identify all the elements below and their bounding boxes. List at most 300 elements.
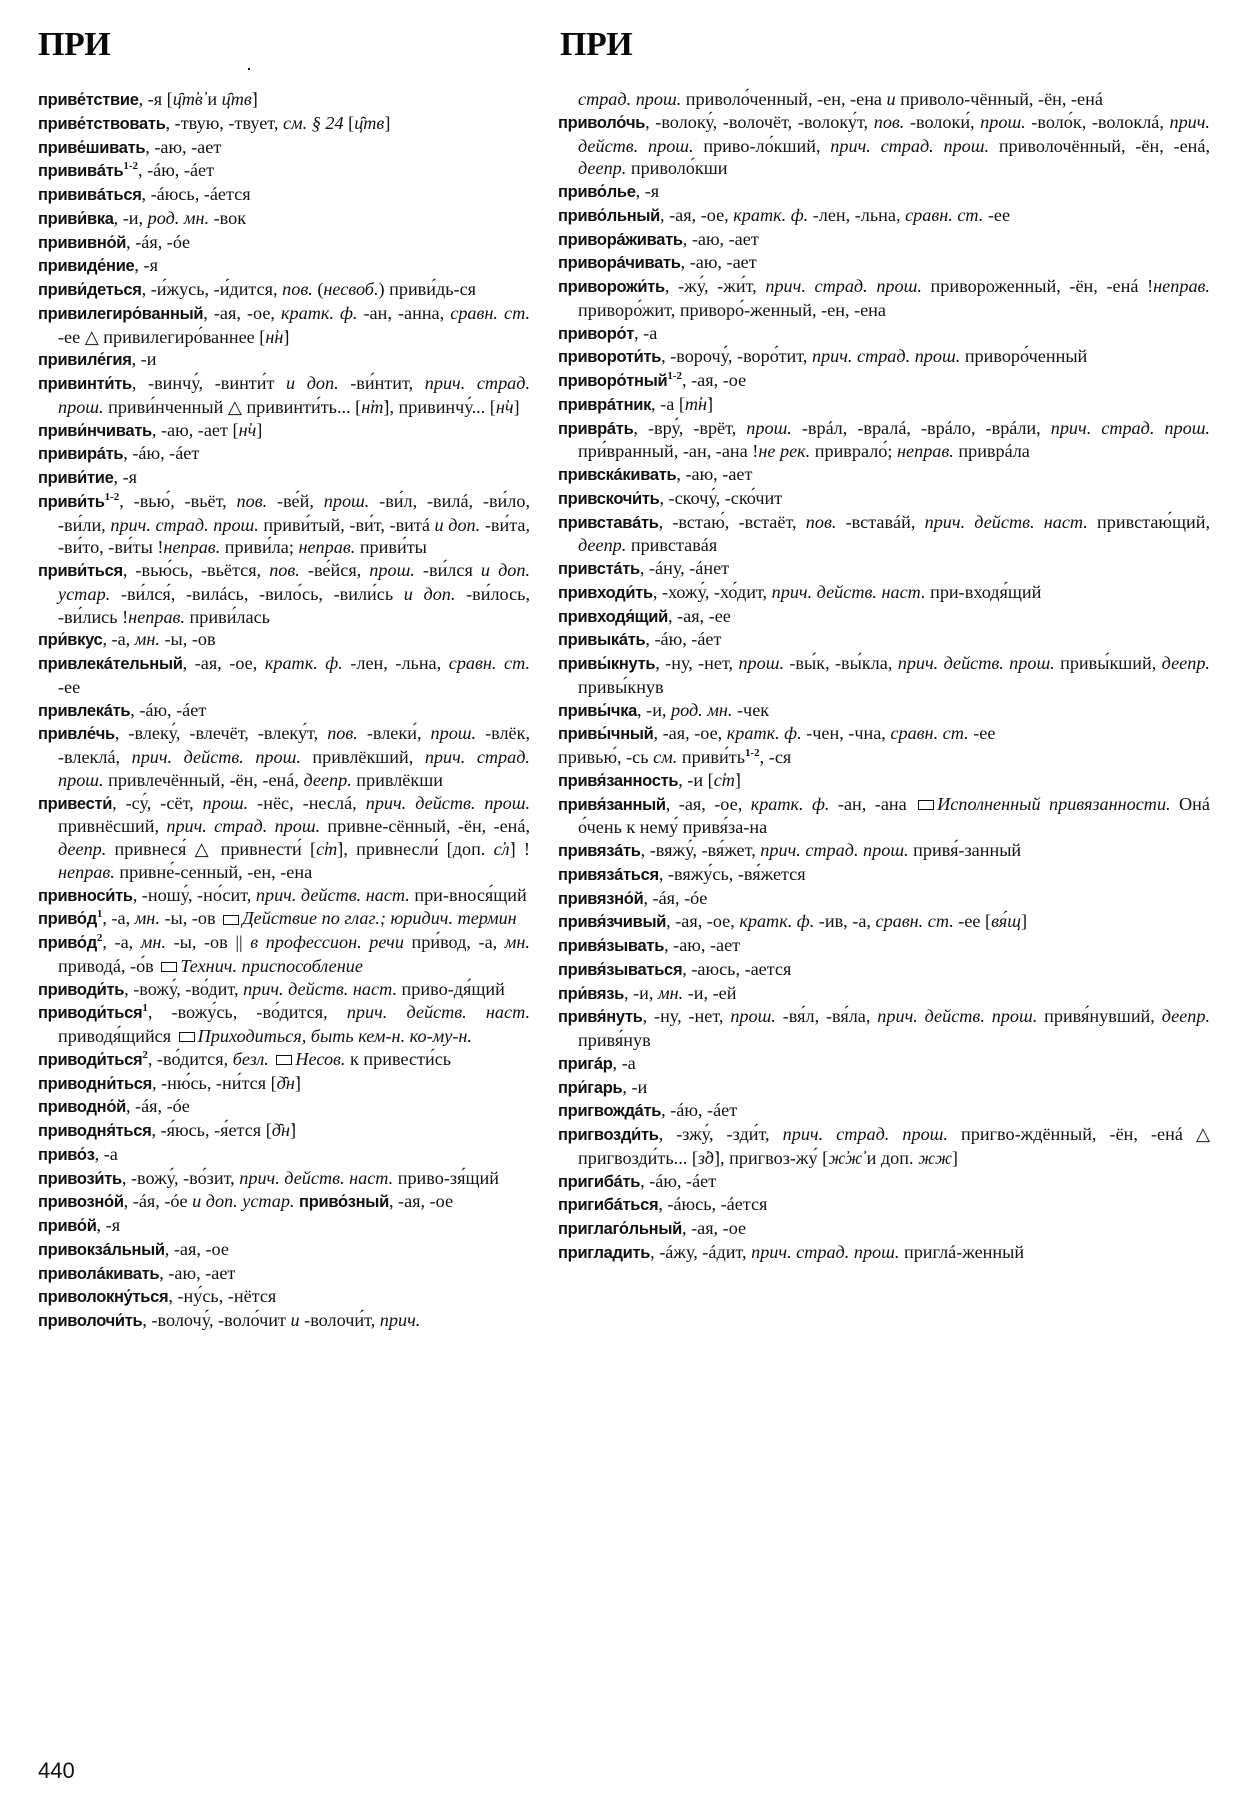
grammar-note: см. § 24 bbox=[282, 112, 344, 133]
grammar-note: прош. bbox=[738, 653, 785, 673]
headword: привилегиро́ванный bbox=[38, 304, 204, 323]
dictionary-entry bbox=[38, 652, 530, 699]
inflection-text: -влёк, -влеклá, bbox=[58, 723, 530, 767]
inflection-text: , -áю, -áет bbox=[123, 443, 200, 464]
grammar-note: т̕н̕ bbox=[684, 393, 708, 414]
homonym-index: 1 bbox=[96, 908, 103, 921]
dictionary-entry bbox=[558, 1241, 1210, 1265]
headword: привести́ bbox=[38, 794, 113, 813]
headword: приворожи́ть bbox=[558, 278, 665, 296]
inflection-text: , -ся bbox=[759, 747, 792, 767]
headword: пригáр bbox=[558, 1054, 613, 1073]
headword: приворо́тный bbox=[558, 372, 668, 390]
inflection-text: , -ая, -ое, bbox=[660, 204, 734, 225]
dictionary-entry bbox=[38, 372, 530, 419]
inflection-text: -нёс, -неслá, bbox=[248, 792, 366, 813]
inflection-text: привне́-сенный, -ен, -ена bbox=[114, 861, 313, 882]
inflection-text: приви́ла; bbox=[220, 537, 299, 558]
headword: приве́шивать bbox=[38, 138, 146, 157]
grammar-note: прич. bbox=[379, 1310, 421, 1330]
grammar-note: прич. страд. прош. bbox=[1050, 417, 1210, 438]
inflection-text: , -áюсь, -áется bbox=[658, 1194, 768, 1215]
grammar-note: прич. действ. наст. bbox=[243, 978, 397, 999]
headword: привы́кнуть bbox=[558, 655, 656, 673]
inflection-text: и доп. bbox=[862, 1147, 919, 1168]
grammar-note: и доп. устар. bbox=[58, 560, 531, 604]
inflection-text: привя́нувший, bbox=[1037, 1006, 1162, 1027]
inflection-text: , -я [ bbox=[138, 89, 173, 109]
inflection-text: -ы, -ов bbox=[159, 908, 221, 929]
page-number: 440 bbox=[38, 1758, 75, 1783]
inflection-text: , -и, bbox=[113, 207, 148, 228]
inflection-text: ] bbox=[951, 1147, 958, 1168]
inflection-text: -ви́нтит, bbox=[338, 373, 425, 393]
dictionary-entry bbox=[558, 699, 1210, 723]
inflection-text: Онá о́чень к нему́ привя́за-на bbox=[578, 793, 1210, 838]
inflection-text: , -аю, -ает bbox=[664, 935, 741, 955]
inflection-text: , -жу́, -жи́т, bbox=[664, 276, 766, 296]
inflection-text: ] bbox=[283, 326, 290, 347]
inflection-text: при́вод, -а, bbox=[403, 932, 505, 952]
inflection-text: -ее bbox=[58, 676, 81, 697]
inflection-text: , -аю, -ает bbox=[145, 136, 222, 157]
dictionary-entry bbox=[558, 1052, 1210, 1076]
headword: приволочи́ть bbox=[38, 1312, 143, 1330]
headword: приводни́ться bbox=[38, 1074, 152, 1093]
grammar-note: прич. страд. прош. bbox=[751, 1241, 900, 1262]
headword: приволáкивать bbox=[38, 1264, 160, 1283]
dictionary-entry bbox=[38, 466, 530, 490]
inflection-text: , -скочу́, -ско́чит bbox=[659, 487, 783, 508]
inflection-text: -волоки́, bbox=[904, 111, 981, 132]
dictionary-entry bbox=[38, 1143, 530, 1167]
inflection-text: , -вяжу́сь, -вя́жется bbox=[658, 863, 806, 884]
dictionary-entry bbox=[558, 1193, 1210, 1217]
dictionary-entry bbox=[38, 159, 530, 183]
inflection-text: привы́кнув bbox=[578, 676, 664, 697]
grammar-note: мн. bbox=[134, 908, 160, 929]
inflection-text: , -а, bbox=[102, 629, 135, 650]
dictionary-entry bbox=[38, 907, 530, 931]
grammar-note: мн. bbox=[134, 629, 160, 650]
inflection-text: , -аю, -ает bbox=[682, 228, 759, 249]
dictionary-entry bbox=[38, 722, 530, 791]
inflection-text bbox=[269, 1049, 274, 1069]
grammar-note: и доп. bbox=[286, 373, 339, 393]
inflection-text: приво-дя́щий bbox=[397, 978, 505, 999]
inflection-text: , -áжу, -áдит, bbox=[650, 1241, 752, 1262]
inflection-text: , -ая, -ое bbox=[682, 370, 747, 390]
inflection-text: , -áюсь, -áется bbox=[141, 184, 251, 204]
inflection-text: привлёкший, bbox=[300, 747, 425, 767]
headword: привязáть bbox=[558, 842, 641, 860]
headword: приве́тствовать bbox=[38, 114, 166, 133]
dictionary-entry bbox=[558, 204, 1210, 228]
grammar-note: неправ. bbox=[163, 537, 221, 558]
inflection-text: приводá, -о́в bbox=[58, 955, 159, 976]
headword: приворо́т bbox=[558, 324, 635, 343]
dictionary-entry bbox=[558, 1170, 1210, 1194]
grammar-note: прич. действ. прош. bbox=[578, 111, 1210, 156]
dictionary-entry bbox=[38, 207, 530, 231]
grammar-note: сравн. ст. bbox=[450, 302, 531, 323]
headword: приглаго́льный bbox=[558, 1220, 682, 1238]
dictionary-entry bbox=[38, 1048, 530, 1072]
inflection-text: , -ая, -ое bbox=[388, 1191, 454, 1212]
definition-box-icon bbox=[918, 800, 934, 810]
dictionary-entry bbox=[38, 1190, 530, 1214]
grammar-note: с̕т̕ bbox=[316, 839, 338, 859]
grammar-note: деепр. bbox=[58, 839, 107, 859]
grammar-note: и доп. bbox=[403, 583, 456, 604]
headword: привходи́ть bbox=[558, 583, 653, 602]
grammar-note: сравн. ст. bbox=[448, 653, 531, 673]
headword: приворáживать bbox=[558, 230, 683, 249]
dictionary-entry bbox=[558, 180, 1210, 204]
inflection-text: , -а [ bbox=[651, 393, 685, 414]
headword: привиде́ние bbox=[38, 257, 135, 276]
dictionary-entry bbox=[38, 442, 530, 466]
headword: привя́зчивый bbox=[558, 913, 667, 932]
headword: приво́д bbox=[38, 910, 97, 929]
grammar-note: прич. действ. прош. bbox=[365, 792, 530, 813]
headword: привязно́й bbox=[558, 889, 644, 908]
grammar-note: прич. страд. прош. bbox=[782, 1124, 948, 1144]
grammar-note: прич. страд. прош. bbox=[166, 816, 321, 837]
grammar-note: род. мн. bbox=[147, 207, 210, 228]
dictionary-entry bbox=[38, 978, 530, 1002]
dictionary-entry bbox=[38, 1214, 530, 1238]
grammar-note: прич. действ. наст. bbox=[239, 1167, 394, 1188]
dictionary-entry bbox=[558, 345, 1210, 369]
running-head-right: ПРИ bbox=[560, 26, 633, 63]
inflection-text: ] bbox=[734, 769, 741, 790]
dictionary-entry bbox=[38, 1262, 530, 1286]
inflection-text: , -áю, -áет bbox=[130, 699, 207, 720]
grammar-note: прош. bbox=[730, 1006, 776, 1027]
grammar-note: прич. действ. наст. bbox=[771, 581, 926, 602]
headword: приви́тие bbox=[38, 469, 114, 487]
headword: при́вязь bbox=[558, 984, 624, 1003]
headword: приводи́ться bbox=[38, 1050, 143, 1069]
headword: прививáть bbox=[38, 162, 124, 181]
headword: привя́зывать bbox=[558, 937, 665, 955]
dictionary-entry bbox=[558, 746, 1210, 769]
inflection-text: приви́ть bbox=[677, 747, 745, 767]
grammar-note: прич. страд. прош. bbox=[830, 135, 990, 156]
headword: при́вкус bbox=[38, 631, 103, 650]
grammar-note: прош. bbox=[323, 490, 370, 511]
inflection-text: приволочённый, -ён, -енá, bbox=[989, 135, 1210, 156]
dictionary-entry bbox=[38, 254, 530, 278]
headword: привле́чь bbox=[38, 725, 115, 744]
grammar-note: пов. bbox=[327, 723, 358, 744]
grammar-note: деепр. bbox=[578, 535, 627, 556]
inflection-text: , -áя, -óе bbox=[125, 1096, 190, 1117]
dictionary-entry bbox=[558, 1005, 1210, 1052]
inflection-text: -лен, -льна, bbox=[342, 653, 449, 673]
grammar-note: прич. страд. прош. bbox=[765, 276, 922, 296]
inflection-text: -влеки́, bbox=[357, 723, 431, 744]
dictionary-entry bbox=[558, 910, 1210, 934]
grammar-note: ц̑тв̕ bbox=[221, 89, 252, 109]
grammar-note: кратк. ф. bbox=[726, 723, 802, 744]
dictionary-entry bbox=[558, 628, 1210, 652]
inflection-text: -ви́та, -ви́то, -ви́ты ! bbox=[58, 514, 530, 558]
grammar-note: с̕л̕ bbox=[493, 839, 510, 859]
inflection-text: ] bbox=[513, 396, 520, 417]
headword: приво́з bbox=[38, 1145, 95, 1164]
inflection-text: , -я bbox=[96, 1215, 121, 1235]
headword: привирáть bbox=[38, 445, 124, 464]
grammar-note: ж̕ж̕ bbox=[828, 1147, 863, 1168]
inflection-text: при-внося́щий bbox=[409, 884, 527, 905]
headword: привокзáльный bbox=[38, 1240, 165, 1259]
homonym-index: 2 bbox=[96, 931, 103, 944]
headword: привлекáтельный bbox=[38, 655, 183, 673]
dictionary-entry bbox=[38, 348, 530, 372]
inflection-text: приви́лась bbox=[185, 606, 270, 627]
dictionary-entry bbox=[558, 511, 1210, 558]
grammar-note: и доп. bbox=[434, 514, 481, 535]
inflection-text: приврало́; bbox=[810, 441, 897, 462]
dictionary-entry bbox=[38, 88, 530, 112]
inflection-text: при-входя́щий bbox=[925, 581, 1042, 602]
definition-box-icon bbox=[161, 962, 177, 972]
inflection-text: ] bbox=[384, 112, 391, 133]
inflection-text: привнёсший, bbox=[58, 816, 167, 837]
print-speck bbox=[248, 68, 250, 70]
inflection-text: приви́нченный △ привинти́ть... [ bbox=[103, 396, 362, 417]
inflection-text: , -хожу́, -хо́дит, bbox=[652, 581, 772, 602]
grammar-note: пов. bbox=[269, 560, 300, 580]
inflection-text: , -áну, -áнет bbox=[639, 558, 730, 578]
dictionary-entry bbox=[558, 1123, 1210, 1170]
dictionary-entry bbox=[38, 1309, 530, 1333]
headword: приводи́ть bbox=[38, 980, 125, 999]
grammar-note: жж bbox=[918, 1147, 952, 1168]
inflection-text: , -аюсь, -ается bbox=[682, 958, 792, 979]
inflection-text: -ви́лся́, -вилáсь, -вило́сь, -вили́сь bbox=[110, 583, 404, 604]
inflection-text: , -волоку́, -волочёт, -волоку́т, bbox=[645, 111, 874, 132]
dictionary-entry bbox=[38, 699, 530, 723]
headword: приво́льный bbox=[558, 206, 661, 225]
inflection-text: , -и bbox=[131, 349, 157, 370]
grammar-note: Приходиться, быть кем-н. ко-му-н. bbox=[197, 1026, 472, 1046]
grammar-note: Несов. bbox=[295, 1048, 346, 1069]
inflection-text: , -ворочу́, -воро́тит, bbox=[661, 346, 812, 367]
grammar-note: прош. bbox=[430, 723, 477, 744]
headword: прививáться bbox=[38, 186, 142, 204]
headword: привози́ть bbox=[38, 1169, 122, 1188]
grammar-note: прич. страд. прош. bbox=[811, 346, 961, 367]
dictionary-entry bbox=[558, 275, 1210, 322]
headword: приви́ться bbox=[38, 562, 123, 580]
inflection-text: , -а bbox=[634, 322, 658, 343]
inflection-text: привы́кший, bbox=[1054, 653, 1162, 673]
grammar-note: в профессион. речи bbox=[250, 932, 404, 952]
grammar-note: деепр. bbox=[1161, 1006, 1210, 1027]
grammar-note: прич. страд. прош. bbox=[58, 373, 531, 417]
inflection-text: , -ая, -ое, bbox=[653, 723, 727, 744]
dictionary-entry bbox=[558, 722, 1210, 746]
headword: приволокну́ться bbox=[38, 1288, 169, 1307]
inflection-text: привью́, -сь bbox=[558, 747, 654, 767]
inflection-text: , -и, bbox=[637, 699, 672, 720]
grammar-note: деепр. bbox=[303, 769, 352, 790]
dictionary-entry bbox=[38, 1167, 530, 1191]
grammar-note: з̕д̕ bbox=[697, 1147, 714, 1168]
left-column bbox=[38, 88, 530, 1333]
headword: привы́чный bbox=[558, 725, 654, 744]
inflection-text: -ан, -анна, bbox=[357, 302, 451, 323]
inflection-text: привставáя bbox=[626, 535, 718, 556]
dictionary-entry bbox=[38, 931, 530, 978]
inflection-text: привлёкши bbox=[351, 769, 443, 790]
inflection-text: -ы, -ов || bbox=[165, 932, 251, 952]
dictionary-entry bbox=[558, 839, 1210, 863]
inflection-text: ], привинчу́... [ bbox=[383, 396, 496, 417]
grammar-note: неправ. bbox=[298, 537, 356, 558]
inflection-text: -вы́к, -вы́кла, bbox=[784, 653, 898, 673]
inflection-text: приволо-чённый, -ён, -енá bbox=[895, 89, 1103, 109]
grammar-note: кратк. ф. bbox=[733, 204, 809, 225]
grammar-note: прич. действ. наст. bbox=[255, 884, 410, 905]
headword: привороти́ть bbox=[558, 348, 662, 367]
grammar-note: вя́щ bbox=[991, 911, 1021, 932]
headword: привставáть bbox=[558, 513, 659, 532]
grammar-note: мн. bbox=[657, 982, 684, 1003]
grammar-note: прич. действ. прош. bbox=[131, 747, 301, 767]
grammar-note: н̕ч bbox=[238, 419, 257, 440]
grammar-note: с̕т̕ bbox=[713, 769, 735, 790]
dictionary-entry bbox=[38, 1238, 530, 1262]
headword: привскочи́ть bbox=[558, 489, 660, 508]
dictionary-entry bbox=[558, 417, 1210, 464]
dictionary-entry bbox=[558, 863, 1210, 887]
inflection-text: приворо́жит, приворо́-женный, -ен, -ена bbox=[578, 299, 886, 320]
grammar-note: кратк. ф. bbox=[281, 302, 358, 323]
inflection-text: , -встаю́, -встаёт, bbox=[658, 511, 806, 532]
inflection-text: ] bbox=[256, 419, 263, 440]
grammar-note: род. мн. bbox=[671, 699, 733, 720]
inflection-text: -ив, -а, bbox=[814, 911, 876, 932]
grammar-note: Исполненный привязанности. bbox=[937, 793, 1171, 814]
dictionary-entry bbox=[558, 557, 1210, 581]
dictionary-entry bbox=[38, 419, 530, 443]
inflection-text: , -аю, -ает [ bbox=[151, 419, 239, 440]
inflection-text: -ан, -ана bbox=[829, 793, 916, 814]
headword: приврáть bbox=[558, 419, 634, 438]
grammar-note: кратк. ф. bbox=[264, 653, 343, 673]
headword: приви́ть bbox=[38, 492, 105, 511]
grammar-note: и bbox=[290, 1310, 300, 1330]
grammar-note: Технич. приспособление bbox=[180, 955, 363, 976]
inflection-text: приви́тый, -ви́т, -витá bbox=[258, 514, 435, 535]
inflection-text: , -вяжу́, -вя́жет, bbox=[640, 840, 761, 860]
inflection-text: , -áю, -áет bbox=[645, 629, 722, 650]
inflection-text: , -а bbox=[612, 1052, 636, 1073]
inflection-text: , -ню́сь, -ни́тся [ bbox=[152, 1072, 277, 1093]
inflection-text: пригво-ждённый, -ён, -енá △ пригвозди́ть... [ bbox=[578, 1124, 1210, 1168]
inflection-text: к привести́сь bbox=[345, 1048, 452, 1069]
dictionary-entry bbox=[558, 1076, 1210, 1100]
inflection-text: , -ая, -ое bbox=[681, 1218, 747, 1238]
inflection-text: ) приви́дь-ся bbox=[378, 279, 477, 299]
inflection-text: ] bbox=[1020, 911, 1028, 932]
grammar-note: пов. bbox=[282, 279, 313, 299]
grammar-note: прич. страд. прош. bbox=[58, 747, 530, 790]
grammar-note: Действие по глаг.; юридич. термин bbox=[242, 908, 517, 929]
inflection-text: и bbox=[202, 89, 222, 109]
inflection-text: , -áю, -áет bbox=[640, 1170, 717, 1191]
grammar-note: н̕ч bbox=[495, 396, 514, 417]
dictionary-entry bbox=[38, 136, 530, 160]
headword: при́гарь bbox=[558, 1078, 623, 1097]
inflection-text: , -и́жусь, -и́дится, bbox=[141, 279, 283, 299]
headword: привиле́гия bbox=[38, 351, 132, 370]
inflection-text: , -и [ bbox=[678, 769, 714, 790]
dictionary-entry bbox=[558, 605, 1210, 629]
grammar-note: кратк. ф. bbox=[739, 911, 815, 932]
headword: приволо́чь bbox=[558, 113, 646, 132]
dictionary-entry bbox=[38, 1072, 530, 1096]
inflection-text: , -аю, -ает bbox=[159, 1262, 236, 1283]
inflection-text: , -я bbox=[113, 467, 138, 487]
inflection-text: -ви́л, -вилá, -ви́ло, -ви́ли, bbox=[58, 490, 530, 535]
inflection-text: ] bbox=[290, 1120, 297, 1140]
inflection-text: , -вью́сь, -вьётся, bbox=[122, 560, 270, 580]
dictionary-entry bbox=[38, 112, 530, 136]
grammar-note: н̕н̕ bbox=[265, 326, 284, 347]
inflection-text: ( bbox=[312, 279, 324, 299]
inflection-text: при́вранный, -ан, -ана ! bbox=[578, 441, 759, 462]
inflection-text: [ bbox=[343, 112, 355, 133]
inflection-text: -ее bbox=[968, 723, 996, 744]
inflection-text: привстаю́щий, bbox=[1087, 511, 1210, 532]
inflection-text: -лен, -льна, bbox=[808, 204, 906, 225]
grammar-note: прич. страд. прош. bbox=[110, 514, 259, 535]
grammar-note: сравн. ст. bbox=[875, 911, 954, 932]
dictionary-entry bbox=[38, 490, 530, 559]
inflection-text: -чен, -чна, bbox=[801, 723, 891, 744]
headword: приво́д bbox=[38, 934, 97, 952]
homonym-index: 1-2 bbox=[123, 160, 138, 173]
grammar-note: сравн. ст. bbox=[890, 723, 969, 744]
headword: приво́зный bbox=[299, 1193, 389, 1212]
headword: приводи́ться bbox=[38, 1004, 143, 1023]
inflection-text: , -су́, -сёт, bbox=[112, 792, 203, 813]
inflection-text: , -ая, -ое bbox=[164, 1238, 229, 1259]
dictionary-entry bbox=[38, 1001, 530, 1048]
dictionary-entry bbox=[558, 228, 1210, 252]
homonym-index: 1-2 bbox=[667, 369, 683, 382]
dictionary-entry bbox=[38, 302, 530, 349]
inflection-text: -вок bbox=[209, 207, 247, 228]
inflection-text: , -áя, -óе bbox=[123, 1191, 193, 1212]
inflection-text: -ее bbox=[983, 204, 1011, 225]
inflection-text: приволо́ченный, -ен, -ена bbox=[681, 89, 887, 109]
headword: приви́деться bbox=[38, 281, 142, 299]
inflection-text: приво-зя́щий bbox=[393, 1167, 499, 1188]
headword: привозно́й bbox=[38, 1193, 124, 1212]
inflection-text: , -ая, -ое, bbox=[666, 911, 740, 932]
inflection-text: привлечённый, -ён, -енá, bbox=[103, 769, 304, 790]
inflection-text: -ве́йся, bbox=[299, 560, 370, 580]
inflection-text: приво-ло́кший, bbox=[693, 135, 831, 156]
inflection-text: -чек bbox=[732, 699, 770, 720]
inflection-text: , -и bbox=[622, 1076, 648, 1097]
